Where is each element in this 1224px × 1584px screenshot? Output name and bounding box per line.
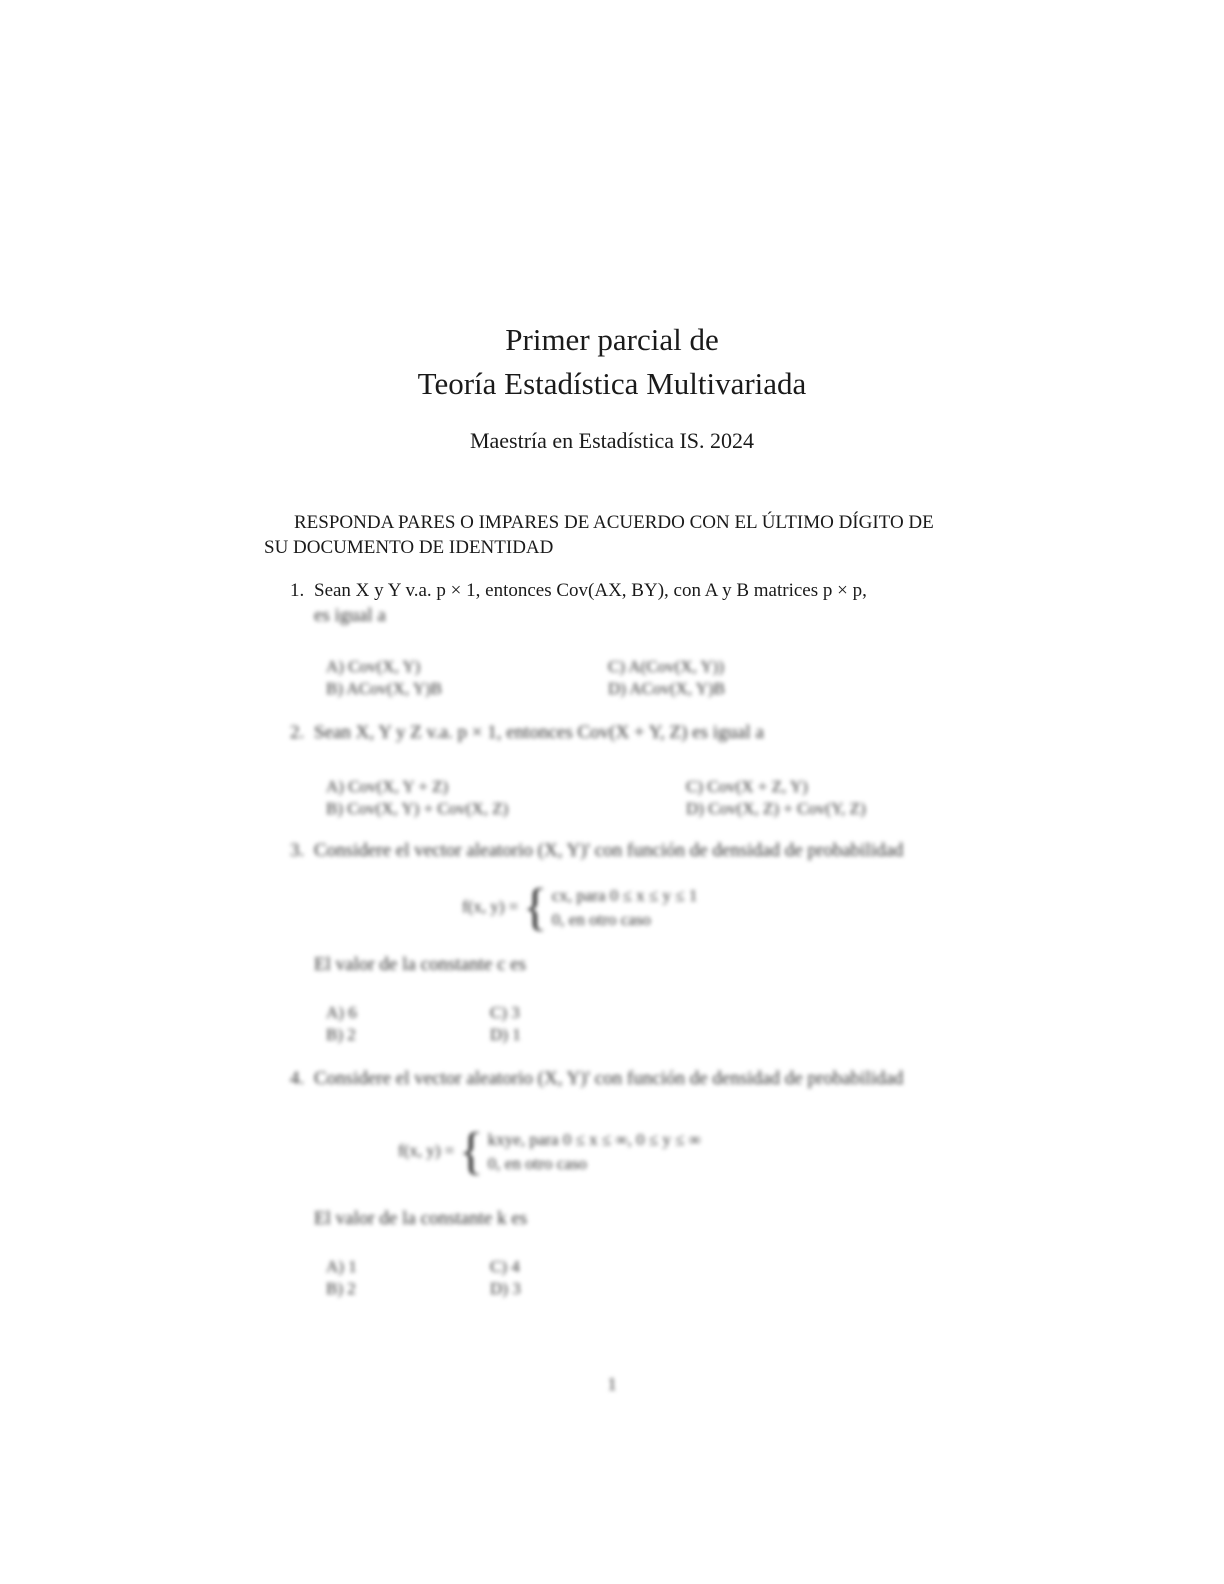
option-b: B) 2 — [326, 1279, 356, 1298]
density-formula-3 — [462, 879, 698, 936]
option-d: D) 3 — [490, 1279, 521, 1298]
question-number: 4. — [290, 1068, 305, 1089]
question-1-options-right — [608, 656, 725, 700]
formula-case-2: 0, en otro caso — [487, 1154, 587, 1173]
option-b: B) ACov(X, Y)B — [326, 679, 443, 698]
title-line-2: Teoría Estadística Multivariada — [417, 366, 807, 401]
title-line-1: Primer parcial de — [505, 322, 719, 357]
instructions: RESPONDA PARES O IMPARES DE ACUERDO CON EL ÚLTIMO DÍGITO DE SU DOCUMENTO DE IDENTIDAD — [264, 512, 934, 558]
formula-lhs: f(x, y) = — [398, 1140, 455, 1160]
question-4 — [290, 1066, 950, 1091]
question-4-options-right — [490, 1256, 521, 1300]
question-2-options-left — [326, 776, 508, 820]
formula-case-1: kxye, para 0 ≤ x ≤ ∞, 0 ≤ y ≤ ∞ — [487, 1130, 701, 1149]
option-a: A) Cov(X, Y + Z) — [326, 777, 449, 796]
brace-icon: { — [522, 879, 548, 936]
option-d: D) Cov(X, Z) + Cov(Y, Z) — [686, 799, 866, 818]
question-3-prompt: El valor de la constante c es — [314, 954, 527, 975]
question-number: 2. — [290, 722, 305, 743]
formula-case-2: 0, en otro caso — [551, 910, 651, 929]
option-a: A) Cov(X, Y) — [326, 657, 421, 676]
question-3-options-right — [490, 1002, 521, 1046]
option-b: B) Cov(X, Y) + Cov(X, Z) — [326, 799, 509, 818]
option-c: C) A(Cov(X, Y)) — [608, 657, 724, 676]
question-2-options-right — [686, 776, 866, 820]
question-2 — [290, 720, 950, 745]
option-a: A) 6 — [326, 1003, 357, 1022]
formula-case-1: cx, para 0 ≤ x ≤ y ≤ 1 — [551, 886, 698, 905]
question-text: Sean X, Y y Z v.a. p × 1, entonces Cov(X + Y, Z) es igual a — [314, 722, 764, 743]
question-text: Considere el vector aleatorio (X, Y)' con función de densidad de probabilidad — [314, 1068, 904, 1089]
question-4-options-left — [326, 1256, 357, 1300]
option-c: C) Cov(X + Z, Y) — [686, 777, 808, 796]
question-3 — [290, 838, 950, 863]
question-text-continued: es igual a — [314, 605, 386, 626]
question-number: 3. — [290, 840, 305, 861]
option-c: C) 4 — [490, 1257, 520, 1276]
option-d: D) ACov(X, Y)B — [608, 679, 725, 698]
question-text: Sean X y Y v.a. p × 1, entonces Cov(AX, BY), con A y B matrices p × p, — [314, 580, 867, 601]
question-1-options-left — [326, 656, 442, 700]
option-c: C) 3 — [490, 1003, 520, 1022]
subtitle: Maestría en Estadística IS. 2024 — [469, 428, 755, 453]
question-number: 1. — [290, 580, 305, 601]
option-a: A) 1 — [326, 1257, 357, 1276]
brace-icon: { — [458, 1123, 484, 1180]
question-3-options-left — [326, 1002, 357, 1046]
density-formula-4 — [398, 1123, 701, 1180]
option-d: D) 1 — [490, 1025, 521, 1044]
question-1 — [290, 578, 950, 628]
page-number: 1 — [607, 1374, 617, 1394]
question-4-prompt: El valor de la constante k es — [314, 1208, 528, 1229]
option-b: B) 2 — [326, 1025, 356, 1044]
formula-lhs: f(x, y) = — [462, 896, 519, 916]
question-text: Considere el vector aleatorio (X, Y)' con función de densidad de probabilidad — [314, 840, 904, 861]
